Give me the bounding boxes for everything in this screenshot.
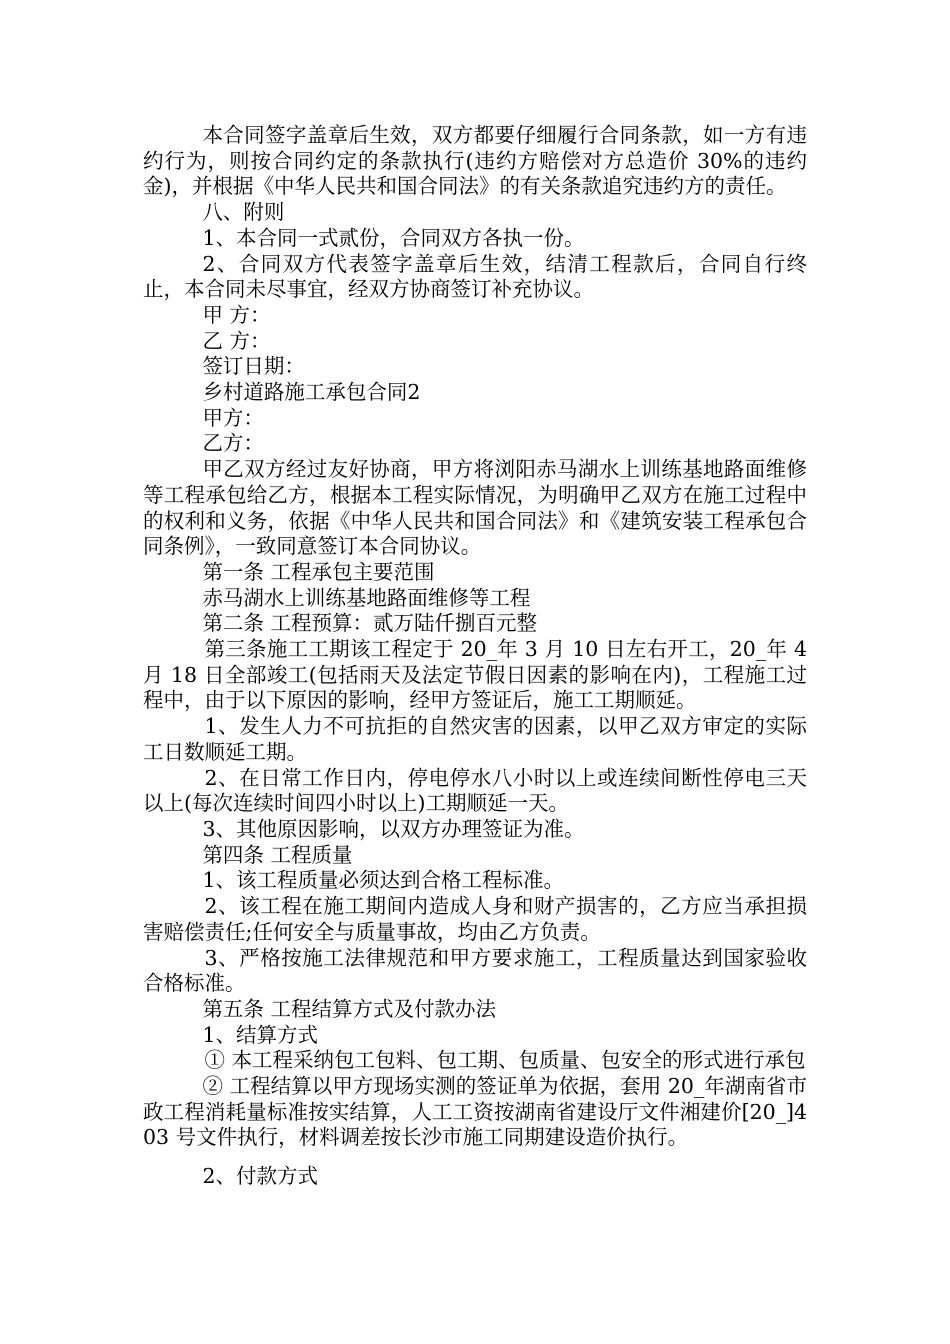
heading-settlement-method: 1、结算方式	[202, 1022, 318, 1047]
heading-appendix: 八、附则	[202, 200, 285, 225]
paragraph-effectiveness-clause: 本合同签字盖章后生效，双方都要仔细履行合同条款，如一方有违约行为，则按合同约定的条款执行(违约方赔偿对方总造价 30%的违约金)，并根据《中华人民共和国合同法》的有关条款追究违约方的责任。	[143, 123, 807, 199]
party-a-line: 甲方：	[202, 405, 264, 430]
party-a-signature-line: 甲 方：	[202, 302, 271, 327]
paragraph-force-majeure: 1、发生人力不可抗拒的自然灾害的因素，以甲乙双方审定的实际工日数顺延工期。	[143, 714, 807, 764]
paragraph-scope: 赤马湖水上训练基地路面维修等工程	[202, 585, 531, 610]
heading-payment-method: 2、付款方式	[202, 1164, 318, 1189]
paragraph-other-reasons: 3、其他原因影响，以双方办理签证为准。	[202, 816, 585, 841]
signing-date-line: 签订日期：	[202, 354, 305, 379]
heading-article-4: 第四条 工程质量	[202, 842, 353, 867]
paragraph-preamble: 甲乙双方经过友好协商，甲方将浏阳赤马湖水上训练基地路面维修等工程承包给乙方，根据本工程实际情况，为明确甲乙双方在施工过程中的权利和义务，依据《中华人民共和国合同法》和《建筑安装工程承包合同条例》，一致同意签订本合同协议。	[143, 457, 807, 559]
contract-body	[143, 123, 807, 1190]
paragraph-termination: 2、合同双方代表签字盖章后生效，结清工程款后，合同自行终止，本合同未尽事宜，经双方协商签订补充协议。	[143, 251, 807, 302]
paragraph-quality-standard: 1、该工程质量必须达到合格工程标准。	[202, 868, 564, 893]
heading-article-1: 第一条 工程承包主要范围	[202, 559, 435, 584]
paragraph-settlement-basis: ② 工程结算以甲方现场实测的签证单为依据，套用 20_年湖南省市政工程消耗量标准按实结算，人工工资按湖南省建设厅文件湘建价[20_]403 号文件执行，材料调差按长沙市施工同期建设造价执行。	[143, 1074, 807, 1150]
paragraph-contracting-form: ① 本工程采纳包工包料、包工期、包质量、包安全的形式进行承包	[204, 1048, 806, 1073]
contract-2-title: 乡村道路施工承包合同2	[202, 380, 421, 405]
paragraph-acceptance-standard: 3、严格按施工法律规范和甲方要求施工，工程质量达到国家验收合格标准。	[143, 945, 807, 996]
paragraph-power-outage: 2、在日常工作日内，停电停水八小时以上或连续间断性停电三天以上(每次连续时间四小时以上)工期顺延一天。	[143, 765, 807, 816]
paragraph-article-3-schedule: 第三条施工工期该工程定于 20_年 3 月 10 日左右开工，20_年 4 月 18 日全部竣工(包括雨天及法定节假日因素的影响在内)，工程施工过程中，由于以下原因的影响，经甲方签证后，施工工期顺延。	[143, 637, 807, 713]
paragraph-damage-liability: 2、该工程在施工期间内造成人身和财产损害的，乙方应当承担损害赔偿责任;任何安全与质量事故，均由乙方负责。	[143, 894, 807, 944]
party-b-line: 乙方：	[202, 431, 264, 456]
paragraph-copies: 1、本合同一式贰份，合同双方各执一份。	[202, 225, 585, 250]
party-b-signature-line: 乙 方：	[202, 328, 271, 353]
heading-article-5: 第五条 工程结算方式及付款办法	[202, 996, 496, 1021]
heading-article-2: 第二条 工程预算：贰万陆仟捌百元整	[202, 611, 537, 636]
